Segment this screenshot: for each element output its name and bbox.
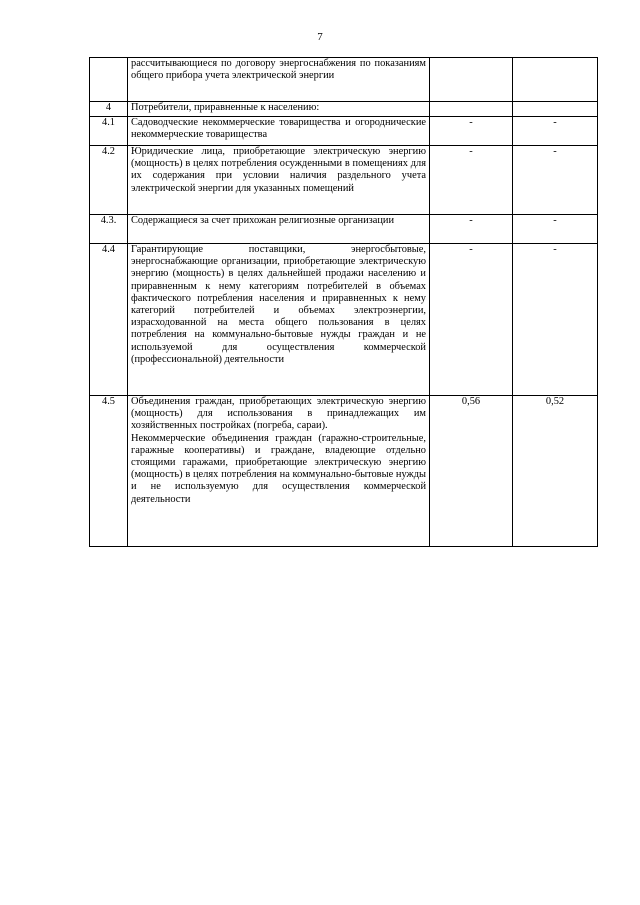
table-row xyxy=(90,102,598,117)
row-description-cell: Юридические лица, приобретающие электрическую энергию (мощность) в целях потребления осужденными в помещениях для их содержания при условии наличия раздельного учета электрической энергии для указанных помещений xyxy=(128,146,430,215)
value-cell-2: 0,52 xyxy=(513,396,598,547)
page-number: 7 xyxy=(317,31,323,43)
tariff-table xyxy=(89,57,598,547)
value-cell-1: - xyxy=(430,244,513,396)
table-row xyxy=(90,117,598,146)
table-row xyxy=(90,58,598,102)
row-number-cell: 4.3. xyxy=(90,215,128,244)
value-cell-2: - xyxy=(513,117,598,146)
value-cell-2: - xyxy=(513,215,598,244)
row-description-cell: Потребители, приравненные к населению: xyxy=(128,102,430,117)
row-description-cell: Гарантирующие поставщики, энергосбытовые, энергоснабжающие организации, приобретающие электрическую энергию (мощность) в целях дальнейшей продажи населению и приравненным к нему категориям потребителей в объемах фактического потребления населения и приравненных к нему категорий потребителей и объемах электроэнергии, израсходованной на места общего пользования в целях потребления на коммунально-бытовые нужды граждан и не используемой для осуществления коммерческой (профессиональной) деятельности xyxy=(128,244,430,396)
table-row xyxy=(90,146,598,215)
row-description-paragraph: Некоммерческие объединения граждан (гаражно-строительные, гаражные кооперативы) и граждане, владеющие отдельно стоящими гаражами, приобретающие электрическую энергию (мощность) в целях потребления на коммунально-бытовые нужды и не используемую для осуществления коммерческой деятельности xyxy=(131,432,426,505)
value-cell-1: - xyxy=(430,146,513,215)
value-cell-2 xyxy=(513,102,598,117)
row-number-cell xyxy=(90,58,128,102)
row-description-cell: Садоводческие некоммерческие товарищества и огороднические некоммерческие товарищества xyxy=(128,117,430,146)
row-number-cell: 4.4 xyxy=(90,244,128,396)
row-description-cell: Содержащиеся за счет прихожан религиозные организации xyxy=(128,215,430,244)
table-row xyxy=(90,244,598,396)
row-number-cell: 4 xyxy=(90,102,128,117)
row-description-cell: рассчитывающиеся по договору энергоснабжения по показаниям общего прибора учета электрической энергии xyxy=(128,58,430,102)
row-description-paragraph: Объединения граждан, приобретающих электрическую энергию (мощность) для использования в принадлежащих им хозяйственных постройках (погреба, сараи). xyxy=(131,396,426,432)
table-row xyxy=(90,396,598,547)
row-number-cell: 4.1 xyxy=(90,117,128,146)
row-description-cell xyxy=(128,396,430,547)
value-cell-2: - xyxy=(513,244,598,396)
value-cell-1: 0,56 xyxy=(430,396,513,547)
value-cell-1: - xyxy=(430,215,513,244)
value-cell-1 xyxy=(430,58,513,102)
row-number-cell: 4.2 xyxy=(90,146,128,215)
value-cell-1 xyxy=(430,102,513,117)
value-cell-2 xyxy=(513,58,598,102)
value-cell-2: - xyxy=(513,146,598,215)
row-number-cell: 4.5 xyxy=(90,396,128,547)
table-row xyxy=(90,215,598,244)
value-cell-1: - xyxy=(430,117,513,146)
